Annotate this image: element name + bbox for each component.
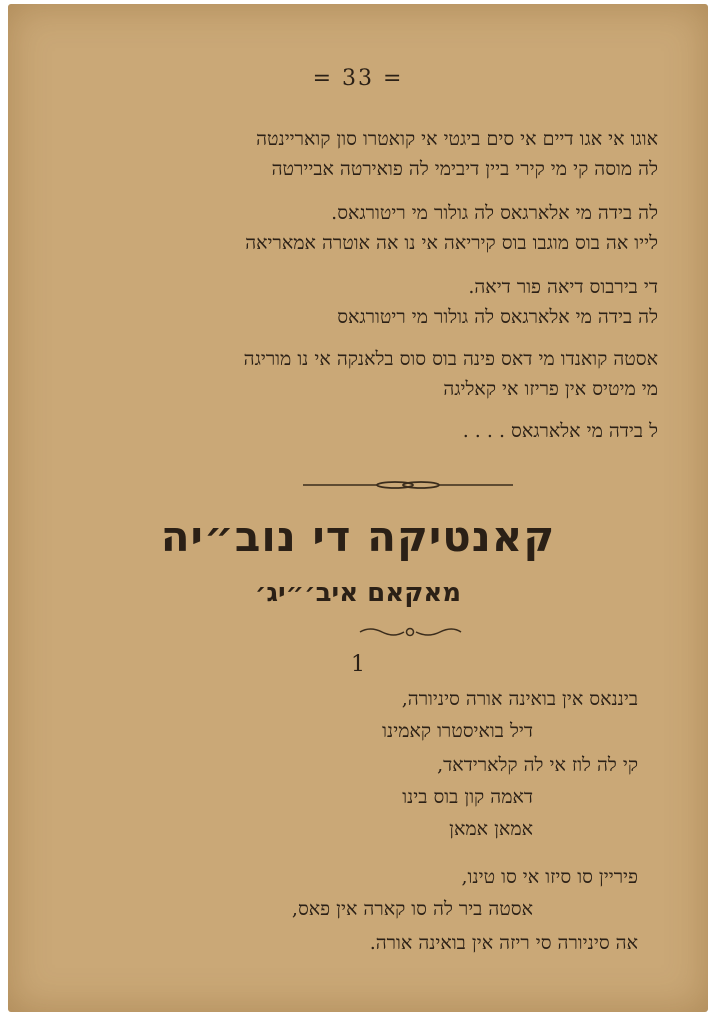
stanza-text: אמאן אמאן bbox=[449, 818, 533, 840]
song-title: קאנטיקה די נוב״יה bbox=[160, 512, 556, 561]
verse-block-5 bbox=[38, 416, 658, 446]
refrain-line bbox=[462, 862, 638, 893]
verse-block-3 bbox=[38, 272, 658, 332]
stanza-line bbox=[382, 716, 533, 747]
stanza-text: ביננאס אין בואינה אורה סיניורה, bbox=[401, 688, 638, 710]
refrain-line bbox=[292, 894, 533, 925]
stanza-text: קי לה לוז אי לה קלארידאד, bbox=[437, 754, 638, 776]
stanza-line bbox=[437, 750, 638, 781]
verse-line: לייו אה בוס מוגבו בוס קיריאה אי נו אה אוטרה אמאריאה bbox=[245, 232, 658, 254]
verse-line: לה מוסה קי מי קירי ביין דיבימי לה פואירטה אביירטה bbox=[271, 158, 658, 180]
verse-block-1 bbox=[38, 124, 658, 184]
page-number: = 33 = bbox=[312, 66, 404, 91]
verse-line: די בירבוס דיאה פור דיאה. bbox=[468, 276, 658, 298]
verse-block-4 bbox=[38, 344, 658, 404]
refrain-text: אסטה ביר לה סו קארה אין פאס, bbox=[291, 898, 533, 920]
verse-block-2 bbox=[38, 198, 658, 258]
stanza-text: דיל בואיסטרו קאמינו bbox=[382, 720, 533, 742]
section-divider bbox=[303, 478, 513, 492]
book-page bbox=[8, 4, 708, 1012]
stanza-text: דאמה קון בוס בינו bbox=[402, 786, 533, 808]
verse-line: מי מיטיס אין פריזו אי קאליגה bbox=[443, 378, 658, 400]
verse-line: אוגו אי אגו דיים אי סים ביגטי אי קואטרו סון קואריינטה bbox=[256, 128, 658, 150]
refrain-text: אה סיניורה סי ריזה אין בואינה אורה. bbox=[369, 932, 638, 954]
verse-line: אסטה קואנדו מי דאס פינה בוס סוס בלאנקה אי נו מוריגה bbox=[243, 348, 658, 370]
refrain-line bbox=[370, 928, 638, 959]
verse-line: ל בידה מי אלארגאס . . . . bbox=[462, 420, 658, 442]
stanza-number: 1 bbox=[351, 652, 365, 677]
stanza-line bbox=[402, 782, 533, 813]
title-ornament bbox=[358, 624, 463, 640]
verse-line: לה בידה מי אלארגאס לה גולור מי ריטורגאס. bbox=[331, 202, 658, 224]
verse-line: לה בידה מי אלארגאס לה גולור מי ריטורגאס bbox=[337, 306, 658, 328]
stanza-line bbox=[402, 684, 638, 715]
refrain-text: פיריין סו סיזו אי סו טינו, bbox=[461, 866, 638, 888]
stanza-line bbox=[449, 814, 533, 845]
song-subtitle: מאקאם איב׳״יג׳ bbox=[254, 578, 462, 608]
